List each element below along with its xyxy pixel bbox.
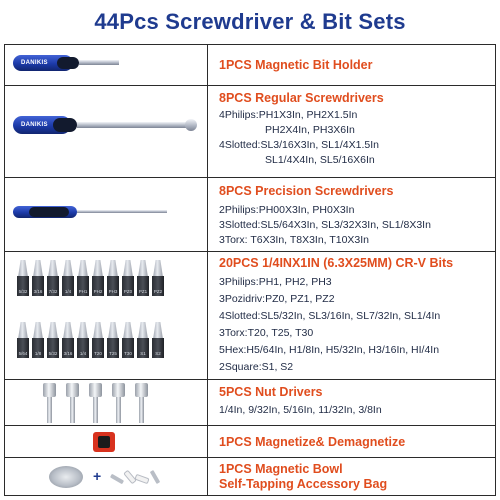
row-bit-holder [5,45,495,85]
bit-icon: 5/64 [17,322,29,358]
row-heading: 1PCS Magnetize& Demagnetize [219,435,406,449]
screw-icon [150,470,160,484]
bit-icon: 5/32 [17,260,29,296]
row-bowl-accessories [5,457,495,495]
nut-driver-icon [135,383,148,423]
bit-icon: 5/32 [47,322,59,358]
nut-drivers-image [5,380,208,425]
bit-icon: 3/16 [62,322,74,358]
detail-line: 2Philips:PH00X3In, PH0X3In [219,204,355,216]
bit-icon: T20 [92,322,104,358]
row-nut-drivers [5,379,495,425]
bit-icon: 1/8 [32,322,44,358]
detail-line: 4Slotted:SL5/32In, SL3/16In, SL7/32In, SL1/4In [219,310,441,322]
bit-icon: PZ2 [152,260,164,296]
bit-icon: PZ0 [122,260,134,296]
bit-icon: PZ1 [137,260,149,296]
bit-row-top [17,260,164,296]
nut-driver-icon [66,383,79,423]
row-heading: 20PCS 1/4INX1IN (6.3X25MM) CR-V Bits [219,256,454,270]
bit-row-bottom [17,322,164,358]
bit-icon: PH3 [107,260,119,296]
detail-line: 3Philips:PH1, PH2, PH3 [219,276,332,288]
bit-icon: 7/32 [47,260,59,296]
detail-line: 4Philips:PH1X3In, PH2X1.5In [219,109,358,121]
bit-icon: S2 [152,322,164,358]
detail-line: 5Hex:H5/64In, H1/8In, H5/32In, H3/16In, HI/4In [219,344,440,356]
magnetizer-icon [93,432,115,452]
nut-driver-icon [112,383,125,423]
detail-line: 4Slotted:SL3/16X3In, SL1/4X1.5In [219,139,379,151]
bit-holder-image: DANIKIS [5,45,208,85]
bit-icon: 1/4 [62,260,74,296]
magnetizer-image [5,426,208,457]
nut-driver-group [43,383,148,423]
bit-icon: 1/4 [77,322,89,358]
product-spec-table [4,44,496,496]
row-heading: 8PCS Precision Screwdrivers [219,184,394,198]
nut-driver-icon [43,383,56,423]
detail-line: PH2X4In, PH3X6In [265,124,355,136]
magnetic-bowl-icon [49,466,83,488]
bit-icon: 3/16 [32,260,44,296]
bit-icon: T25 [107,322,119,358]
row-magnetizer [5,425,495,457]
bit-icon: S1 [137,322,149,358]
detail-line: 3Pozidriv:PZ0, PZ1, PZ2 [219,293,335,305]
regular-screwdriver-image: DANIKIS [5,86,208,177]
bits-image [5,252,208,379]
bit-icon: T30 [122,322,134,358]
precision-screwdriver-image [5,178,208,251]
detail-line: 3Torx: T6X3In, T8X3In, T10X3In [219,234,370,246]
page-title: 44Pcs Screwdriver & Bit Sets [94,9,406,34]
row-heading: 5PCS Nut Drivers [219,385,323,399]
row-heading: 8PCS Regular Screwdrivers [219,91,384,105]
detail-line: 2Square:S1, S2 [219,361,294,373]
row-precision-screwdrivers [5,177,495,251]
row-heading: 1PCS Magnetic Bit Holder [219,58,373,72]
row-regular-screwdrivers [5,85,495,177]
bit-icon: PH2 [92,260,104,296]
bit-icon: PH1 [77,260,89,296]
detail-line: 3Slotted:SL5/64X3In, SL3/32X3In, SL1/8X3In [219,219,431,231]
detail-line: 1/4In, 9/32In, 5/16In, 11/32In, 3/8In [219,404,382,416]
plus-icon: + [93,468,102,484]
row-heading-secondary: Self-Tapping Accessory Bag [219,477,388,491]
detail-line: 3Torx:T20, T25, T30 [219,327,314,339]
detail-line: SL1/4X4In, SL5/16X6In [265,154,375,166]
row-cr-v-bits [5,251,495,379]
nut-driver-icon [89,383,102,423]
wall-anchor-icon [134,474,149,484]
bowl-accessories-image [5,458,208,495]
row-heading: 1PCS Magnetic Bowl [219,462,343,476]
screw-icon [110,474,124,484]
